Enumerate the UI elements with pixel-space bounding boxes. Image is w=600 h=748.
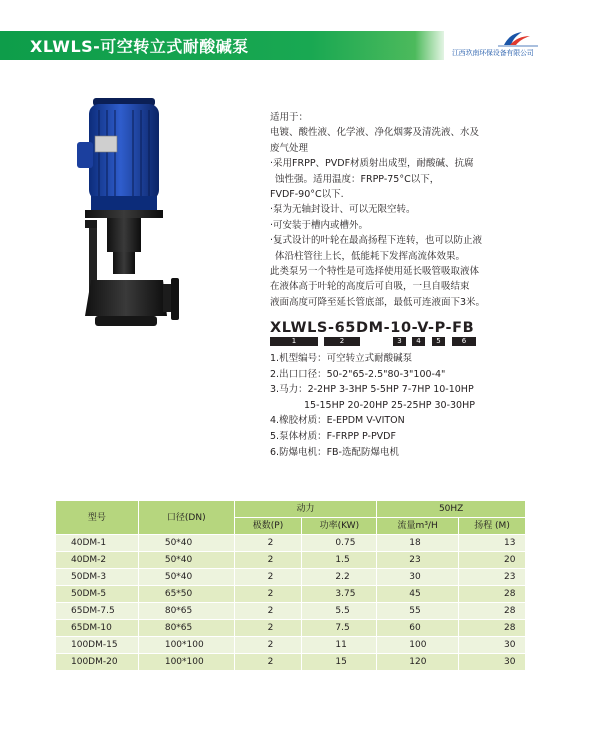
cell-caliber: 50*40 [138, 569, 234, 586]
info-line: 电镀、酸性液、化学液、净化烟雾及清洗液、水及 [270, 127, 480, 139]
cell-power: 1.5 [302, 552, 377, 569]
cell-flow: 18 [377, 535, 459, 552]
cell-model: 40DM-2 [56, 552, 139, 569]
info-line: ·复式设计的叶轮在最高扬程下连转，也可以防止液 [270, 235, 483, 247]
cell-flow: 55 [377, 603, 459, 620]
col-frequency-group: 50HZ [377, 501, 526, 518]
model-marker: 2 [324, 337, 360, 346]
model-code: XLWLS-65DM-10-V-P-FB [270, 320, 475, 336]
cell-power: 3.75 [302, 586, 377, 603]
page-title: XLWLS-可空转立式耐酸碱泵 [30, 37, 249, 56]
cell-power: 5.5 [302, 603, 377, 620]
info-line: 废气处理 [270, 142, 309, 154]
spec-line: 6.防爆电机：FB-选配防爆电机 [270, 446, 399, 458]
spec-line: 15-15HP 20-20HP 25-25HP 30-30HP [304, 399, 475, 411]
cell-head: 28 [459, 586, 526, 603]
cell-caliber: 80*65 [138, 603, 234, 620]
cell-caliber: 50*40 [138, 552, 234, 569]
cell-model: 50DM-3 [56, 569, 139, 586]
cell-head: 28 [459, 620, 526, 637]
spec-line: 1.机型编号：可空转立式耐酸碱泵 [270, 353, 413, 364]
table-row [56, 603, 526, 620]
vertical-pump-icon [55, 96, 195, 336]
col-caliber: 口径(DN) [138, 501, 234, 535]
spec-line: 3.马力：2-2HP 3-3HP 5-5HP 7-7HP 10-10HP [270, 384, 474, 396]
table-row [56, 637, 526, 654]
model-marker: 3 [393, 337, 406, 346]
cell-power: 0.75 [302, 535, 377, 552]
cell-head: 23 [459, 569, 526, 586]
col-flow: 流量m³/H [377, 518, 459, 535]
spec-line: 4.橡胶材质：E-EPDM V-VITON [270, 415, 405, 427]
info-line: 此类泵另一个特性是可选择使用延长吸管吸取液体 [270, 266, 480, 278]
spec-table [55, 500, 526, 671]
cell-flow: 30 [377, 569, 459, 586]
cell-head: 30 [459, 637, 526, 654]
cell-flow: 23 [377, 552, 459, 569]
cell-poles: 2 [234, 535, 302, 552]
cell-caliber: 100*100 [138, 654, 234, 671]
cell-head: 30 [459, 654, 526, 671]
cell-caliber: 80*65 [138, 620, 234, 637]
col-poles: 极数(P) [234, 518, 302, 535]
cell-poles: 2 [234, 637, 302, 654]
col-head: 扬程 (M) [459, 518, 526, 535]
cell-model: 65DM-7.5 [56, 603, 139, 620]
model-marker: 6 [452, 337, 476, 346]
cell-caliber: 50*40 [138, 535, 234, 552]
info-line: 液面高度可降至延长管底部，最低可连液面下3米。 [270, 296, 486, 308]
cell-head: 28 [459, 603, 526, 620]
info-line: 适用于： [270, 112, 309, 123]
cell-flow: 45 [377, 586, 459, 603]
table-row [56, 654, 526, 671]
col-power-kw: 功率(KW) [302, 518, 377, 535]
model-marker: 1 [270, 337, 318, 346]
model-marker: 4 [412, 337, 425, 346]
info-line: FVDF-90°C以下. [270, 189, 344, 201]
spec-table-body [56, 535, 526, 671]
cell-poles: 2 [234, 586, 302, 603]
col-power-group: 动力 [234, 501, 377, 518]
cell-model: 40DM-1 [56, 535, 139, 552]
cell-caliber: 100*100 [138, 637, 234, 654]
table-row [56, 569, 526, 586]
cell-caliber: 65*50 [138, 586, 234, 603]
cell-flow: 100 [377, 637, 459, 654]
cell-poles: 2 [234, 654, 302, 671]
cell-poles: 2 [234, 620, 302, 637]
cell-model: 100DM-15 [56, 637, 139, 654]
info-line: ·采用FRPP、PVDF材质射出成型，耐酸碱、抗腐 [270, 158, 474, 170]
model-spec-list [270, 351, 475, 460]
cell-poles: 2 [234, 552, 302, 569]
cell-flow: 120 [377, 654, 459, 671]
cell-power: 11 [302, 637, 377, 654]
cell-poles: 2 [234, 603, 302, 620]
model-marker: 5 [432, 337, 445, 346]
cell-head: 20 [459, 552, 526, 569]
col-model: 型号 [56, 501, 139, 535]
company-name: 江西玖南环保设备有限公司 [452, 49, 534, 57]
title-bar-fade [415, 31, 450, 60]
table-row [56, 535, 526, 552]
info-line: 在液体高于叶轮的高度后可自吸，一旦自吸结束 [270, 281, 470, 293]
cell-model: 100DM-20 [56, 654, 139, 671]
cell-head: 13 [459, 535, 526, 552]
logo-swoosh-icon [452, 31, 557, 48]
info-line: ·泵为无轴封设计、可以无限空转。 [270, 204, 416, 216]
cell-power: 15 [302, 654, 377, 671]
cell-model: 65DM-10 [56, 620, 139, 637]
cell-model: 50DM-5 [56, 586, 139, 603]
pump-photo [55, 96, 195, 336]
application-description [270, 110, 590, 310]
table-row [56, 552, 526, 569]
company-logo [452, 31, 557, 59]
table-row [56, 620, 526, 637]
cell-flow: 60 [377, 620, 459, 637]
spec-line: 2.出口口径：50-2"65-2.5"80-3"100-4" [270, 368, 446, 380]
header-band [0, 31, 600, 60]
cell-poles: 2 [234, 569, 302, 586]
info-line: ·可安装于槽内或槽外。 [270, 219, 369, 231]
table-row [56, 586, 526, 603]
cell-power: 2.2 [302, 569, 377, 586]
info-line: 体沿柱管往上长，低能耗下发挥高流体效果。 [275, 250, 466, 262]
spec-line: 5.泵体材质：F-FRPP P-PVDF [270, 430, 396, 442]
info-line: 蚀性强。适用温度：FRPP-75°C以下， [275, 173, 440, 185]
cell-power: 7.5 [302, 620, 377, 637]
